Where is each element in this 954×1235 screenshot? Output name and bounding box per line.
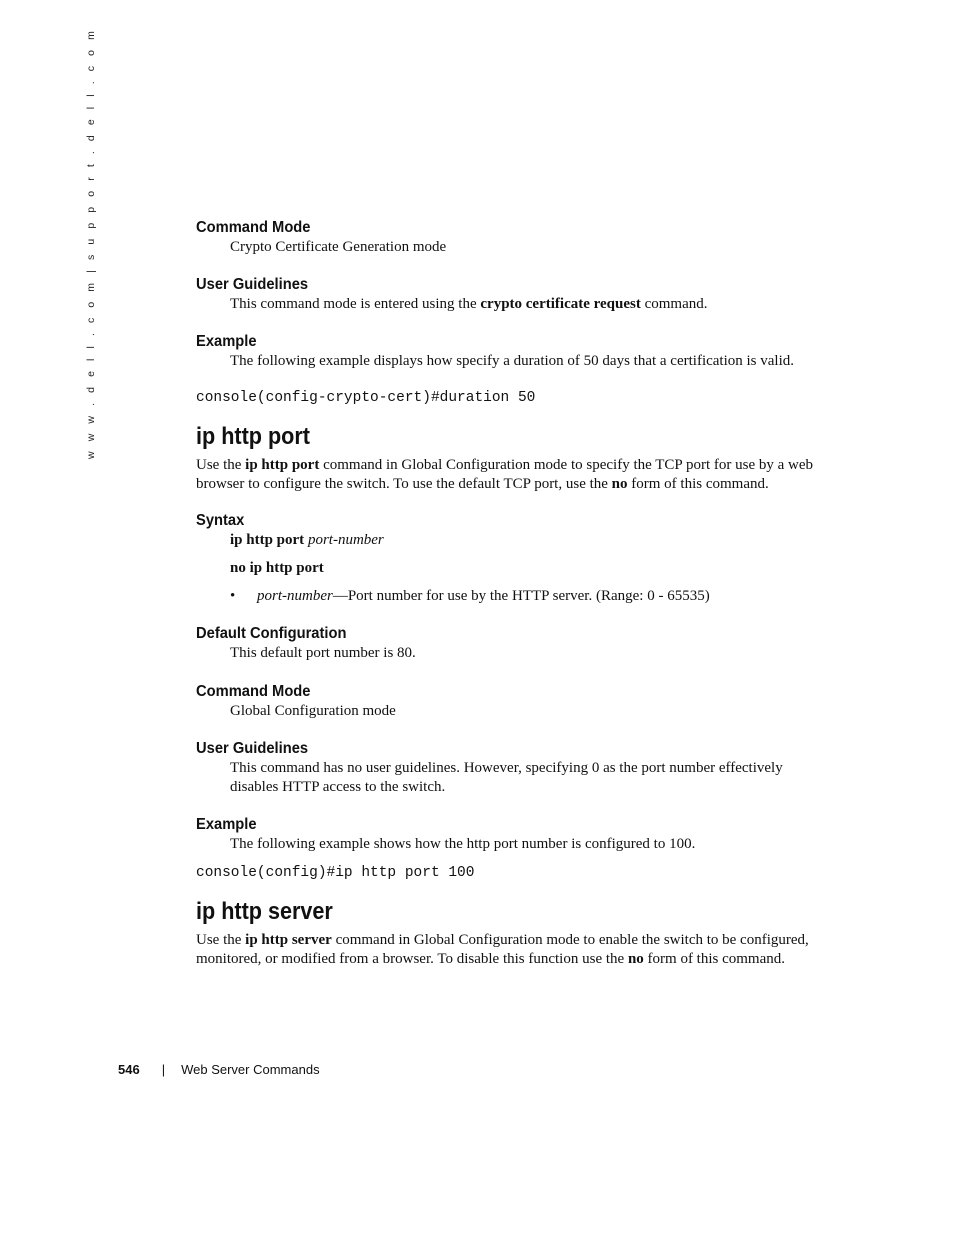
command-title-ip-http-server: ip http server: [196, 898, 333, 925]
command-mode-text: Crypto Certificate Generation mode: [230, 239, 447, 255]
section-heading-user-guidelines: User Guidelines: [196, 740, 309, 757]
user-guidelines-text: This command has no user guidelines. However, specifying 0 as the port number effectively disables HTTP access to the switch.: [230, 760, 783, 795]
sidebar-url: w w w . d e l l . c o m | s u p p o r t . d e l l . c o m: [85, 27, 97, 459]
section-heading-example: Example: [196, 816, 257, 833]
example-text: The following example shows how the http port number is configured to 100.: [230, 836, 696, 852]
command-intro: Use the ip http server command in Global Configuration mode to enable the switch to be configured, monitored, or modified from a browser. To disable this function use the no form of this command.: [196, 932, 809, 967]
section-heading-user-guidelines: User Guidelines: [196, 276, 309, 293]
parameter-list-item: • port-number—Port number for use by the HTTP server. (Range: 0 - 65535): [230, 588, 710, 604]
section-heading-command-mode: Command Mode: [196, 683, 311, 700]
section-heading-command-mode: Command Mode: [196, 219, 311, 236]
command-intro: Use the ip http port command in Global Configuration mode to specify the TCP port for use by a web browser to configure the switch. To use the default TCP port, use the no form of this command.: [196, 457, 814, 492]
section-heading-default-configuration: Default Configuration: [196, 625, 347, 642]
user-guidelines-text: This command mode is entered using the crypto certificate request command.: [230, 296, 708, 312]
page-content: [196, 218, 816, 969]
code-example: console(config-crypto-cert)#duration 50: [196, 390, 536, 406]
command-title-ip-http-port: ip http port: [196, 423, 310, 450]
section-heading-syntax: Syntax: [196, 512, 245, 529]
syntax-line: ip http port port-number: [230, 532, 384, 548]
syntax-no-line: no ip http port: [230, 560, 324, 576]
command-mode-text: Global Configuration mode: [230, 703, 396, 719]
section-heading-example: Example: [196, 333, 257, 350]
footer-separator: |: [161, 1062, 166, 1077]
example-text: The following example displays how specify a duration of 50 days that a certification is valid.: [230, 353, 795, 369]
page-footer: [118, 1062, 320, 1077]
code-example: console(config)#ip http port 100: [196, 865, 475, 881]
chapter-title: Web Server Commands: [181, 1062, 320, 1077]
page-number: 546: [118, 1062, 140, 1077]
default-configuration-text: This default port number is 80.: [230, 645, 416, 661]
